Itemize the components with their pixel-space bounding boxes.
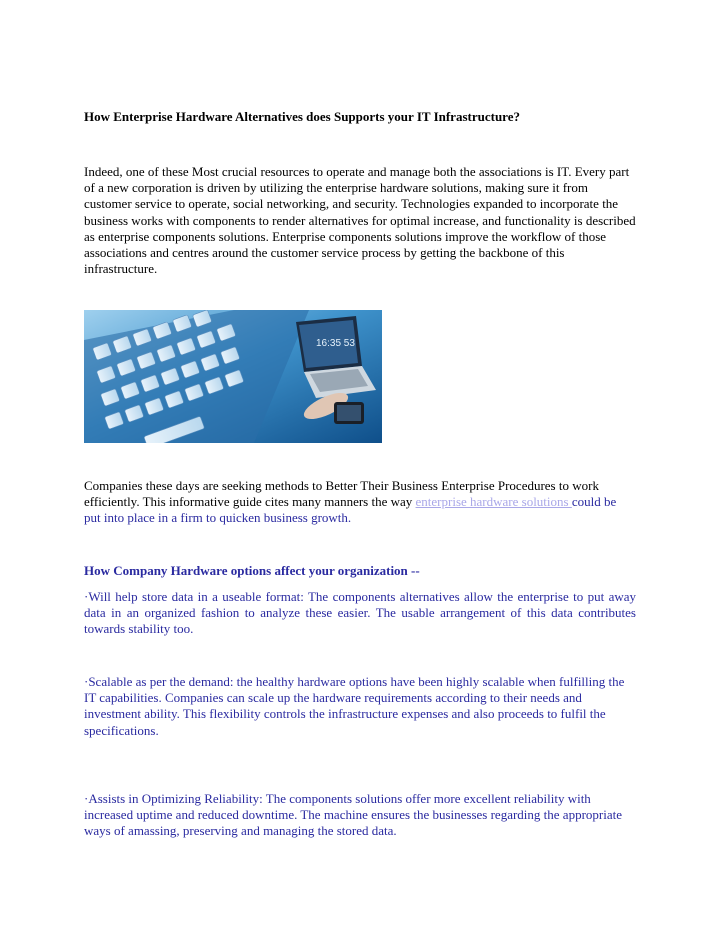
bullet-item: ·Scalable as per the demand: the healthy hardware options have been highly scalable when fulfilling the IT capabilities. Companies can scale up the hardware requirements according to their needs and investment ability. This flexibility controls the infrastructure expenses and also proceeds to fulfil the specifications. [84, 674, 625, 738]
clock-readout: 16:35 53 [316, 338, 355, 349]
article-title: How Enterprise Hardware Alternatives does Supports your IT Infrastructure? [84, 109, 520, 124]
keyboard-laptop-image [84, 310, 382, 443]
bullet-item: ·Will help store data in a useable format: The components alternatives allow the enterprise to put away data in an organized fashion to analyze these easier. The usable arrangement of this data contributes towards stability too. [84, 589, 636, 637]
enterprise-hardware-link[interactable]: enterprise hardware solutions [415, 494, 572, 510]
body-paragraph [84, 478, 636, 527]
section-heading: How Company Hardware options affect your organization -- [84, 563, 420, 578]
intro-paragraph: Indeed, one of these Most crucial resources to operate and manage both the associations is IT. Every part of a new corporation is driven by utilizing the enterprise hardware solutions, making sure it from customer service to operate, social networking, and security. Technologies expanded to incorporate the business works with components to render alternatives for optimal increase, and functionality is described as enterprise components solutions. Enterprise components solutions improve the workflow of those associations and centres around the customer service process by getting the backbone of this infrastructure. [84, 164, 636, 277]
p2-text-before: Companies these days are seeking methods to Better Their Business Enterprise Procedures to work efficiently. This informative guide cites many manners the way [84, 478, 599, 510]
bullet-item: ·Assists in Optimizing Reliability: The components solutions offer more excellent reliability with increased uptime and reduced downtime. The machine ensures the businesses regarding the appropriate ways of amassing, preserving and managing the stored data. [84, 791, 622, 839]
p2-text-after: could be put into place in a firm to quicken business growth. [84, 494, 617, 526]
